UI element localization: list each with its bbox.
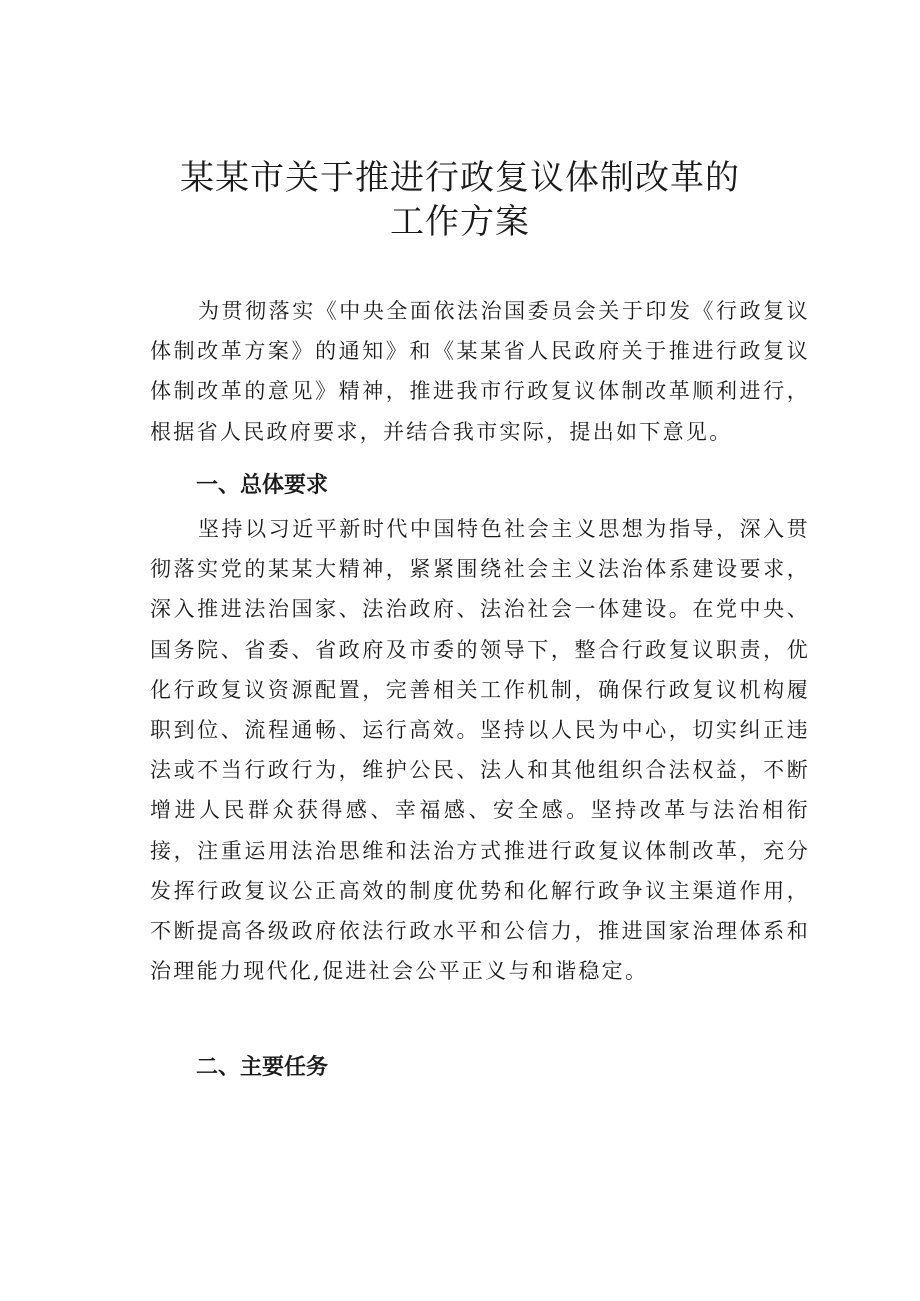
overall-requirements-paragraph: 坚持以习近平新时代中国特色社会主义思想为指导，深入贯彻落实党的某某大精神，紧紧围绕社会主义法治体系建设要求，深入推进法治国家、法治政府、法治社会一体建设。在党中央、国务院、省委、省政府及市委的领导下，整合行政复议职责，优化行政复议资源配置，完善相关工作机制，确保行政复议机构履职到位、流程通畅、运行高效。坚持以人民为中心，切实纠正违法或不当行政行为，维护公民、法人和其他组织合法权益，不断增进人民群众获得感、幸福感、安全感。坚持改革与法治相衔接，注重运用法治思维和法治方式推进行政复议体制改革，充分发挥行政复议公正高效的制度优势和化解行政争议主渠道作用，不断提高各级政府依法行政水平和公信力，推进国家治理体系和治理能力现代化,促进社会公平正义与和谐稳定。 xyxy=(150,517,810,984)
document-title-line2: 工作方案 xyxy=(390,202,530,242)
section-heading-overall-requirements: 一、总体要求 xyxy=(196,473,329,498)
document-title-line1: 某某市关于推进行政复议体制改革的 xyxy=(180,158,740,198)
section-heading-main-tasks: 二、主要任务 xyxy=(196,1055,329,1080)
intro-paragraph: 为贯彻落实《中央全面依法治国委员会关于印发《行政复议体制改革方案》的通知》和《某某省人民政府关于推进行政复议体制改革的意见》精神，推进我市行政复议体制改革顺利进行，根据省人民政府要求，并结合我市实际，提出如下意见。 xyxy=(150,299,810,444)
